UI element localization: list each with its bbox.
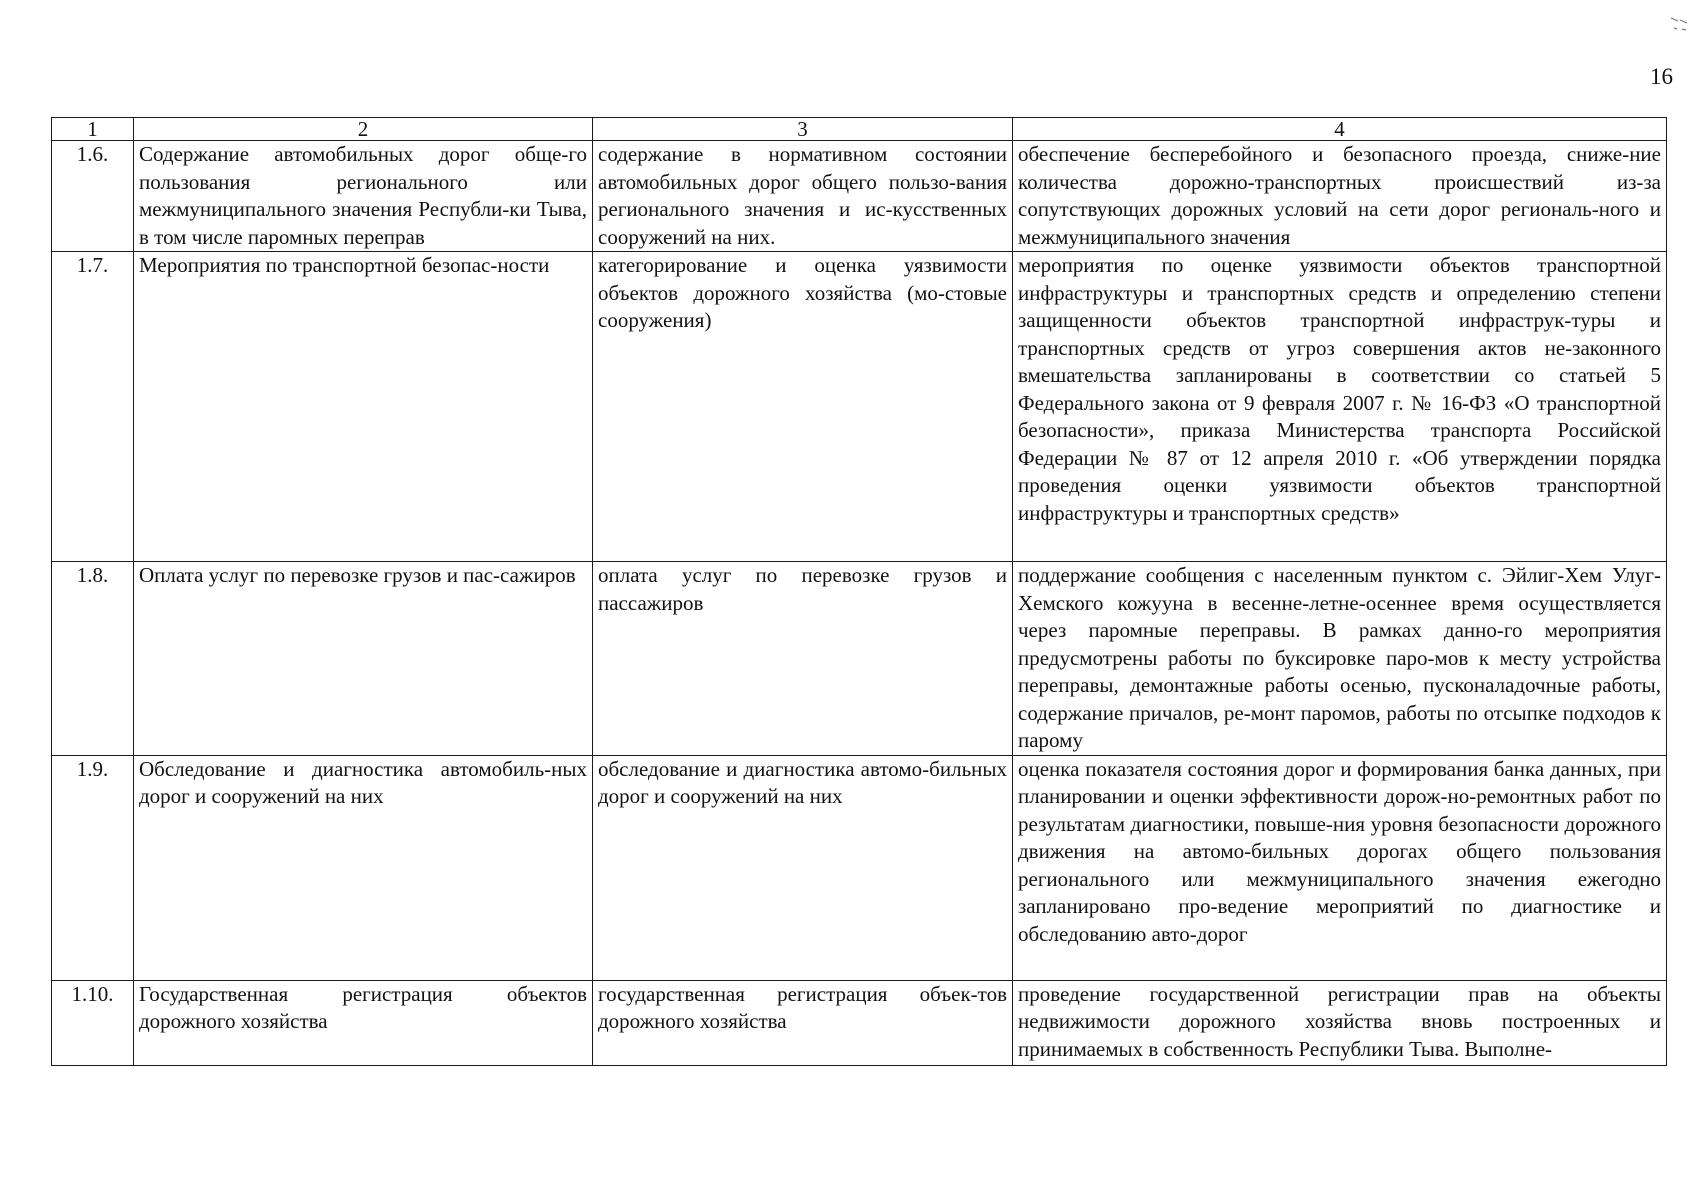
table-row <box>52 755 1667 980</box>
measure-name: Содержание автомобильных дорог обще-го пользования регионального или межмуниципального значения Республи-ки Тыва, в том числе паромных переправ <box>139 142 587 249</box>
row-number: 1.9. <box>52 755 134 980</box>
table-row <box>52 141 1667 252</box>
measure-content: оплата услуг по перевозке грузов и пассажиров <box>598 563 1007 615</box>
measure-content-cell <box>593 141 1013 252</box>
measure-result-cell <box>1013 755 1667 980</box>
table-row <box>52 562 1667 756</box>
measure-name-cell <box>134 141 593 252</box>
measure-name: Оплата услуг по перевозке грузов и пас-сажиров <box>139 563 576 587</box>
row-number: 1.6. <box>52 141 134 252</box>
measure-name-cell <box>134 252 593 562</box>
page-number: 16 <box>1650 64 1673 89</box>
row-number: 1.10. <box>52 980 134 1065</box>
measure-content-cell <box>593 252 1013 562</box>
scan-artifact-mark <box>1668 14 1690 36</box>
table-row <box>52 252 1667 562</box>
measure-name: Обследование и диагностика автомобиль-ных дорог и сооружений на них <box>139 756 587 808</box>
header-col-4: 4 <box>1013 118 1667 141</box>
row-number: 1.7. <box>52 252 134 562</box>
measure-content: содержание в нормативном состоянии автомобильных дорог общего пользо-вания регионального значения и ис-кусственных сооружений на них. <box>598 142 1007 249</box>
measure-name: Государственная регистрация объектов дорожного хозяйства <box>139 981 587 1033</box>
measure-result: обеспечение бесперебойного и безопасного проезда, сниже-ние количества дорожно-транспортных происшествий из-за сопутствующих дорожных условий на сети дорог региональ-ного и межмуниципального значения <box>1018 142 1661 249</box>
measure-content-cell <box>593 562 1013 756</box>
header-col-1: 1 <box>52 118 134 141</box>
measure-content: государственная регистрация объек-тов дорожного хозяйства <box>598 981 1007 1033</box>
measure-name: Мероприятия по транспортной безопас-ности <box>139 253 550 277</box>
measure-name-cell <box>134 755 593 980</box>
measure-result-cell <box>1013 562 1667 756</box>
measure-content-cell <box>593 755 1013 980</box>
header-col-3: 3 <box>593 118 1013 141</box>
measures-table <box>51 117 1667 1066</box>
table-header-row <box>52 118 1667 141</box>
header-col-2: 2 <box>134 118 593 141</box>
row-number: 1.8. <box>52 562 134 756</box>
measure-result-cell <box>1013 141 1667 252</box>
measure-result-cell <box>1013 252 1667 562</box>
table-row <box>52 980 1667 1065</box>
measure-content: обследование и диагностика автомо-бильных дорог и сооружений на них <box>598 756 1007 808</box>
measure-name-cell <box>134 562 593 756</box>
measure-result: оценка показателя состояния дорог и формирования банка данных, при планировании и оценки эффективности дорож-но-ремонтных работ по результатам диагностики, повыше-ния уровня безопасности дорожного движения на автомо-бильных дорогах общего пользования регионального или межмуниципального значения ежегодно запланировано про-ведение мероприятий по диагностике и обследованию авто-дорог <box>1018 756 1661 946</box>
measure-result: поддержание сообщения с населенным пунктом с. Эйлиг-Хем Улуг-Хемского кожууна в весенне-летне-осеннее время осуществляется через паромные переправы. В рамках данно-го мероприятия предусмотрены работы по буксировке паро-мов к месту устройства переправы, демонтажные работы осенью, пусконаладочные работы, содержание причалов, ре-монт паромов, работы по отсыпке подходов к парому <box>1018 563 1661 752</box>
measure-result: проведение государственной регистрации прав на объекты недвижимости дорожного хозяйства вновь построенных и принимаемых в собственность Республики Тыва. Выполне- <box>1018 981 1661 1061</box>
measure-content-cell <box>593 980 1013 1065</box>
measure-result-cell <box>1013 980 1667 1065</box>
measure-content: категорирование и оценка уязвимости объектов дорожного хозяйства (мо-стовые сооружения) <box>598 253 1007 332</box>
measure-name-cell <box>134 980 593 1065</box>
measure-result: мероприятия по оценке уязвимости объектов транспортной инфраструктуры и транспортных средств и определению степени защищенности объектов транспортной инфраструк-туры и транспортных средств от угроз совершения актов не-законного вмешательства запланированы в соответствии со статьей 5 Федерального закона от 9 февраля 2007 г. № 16-ФЗ «О транспортной безопасности», приказа Министерства транспорта Российской Федерации № 87 от 12 апреля 2010 г. «Об утверждении порядка проведения оценки уязвимости объектов транспортной инфраструктуры и транспортных средств» <box>1018 253 1661 525</box>
